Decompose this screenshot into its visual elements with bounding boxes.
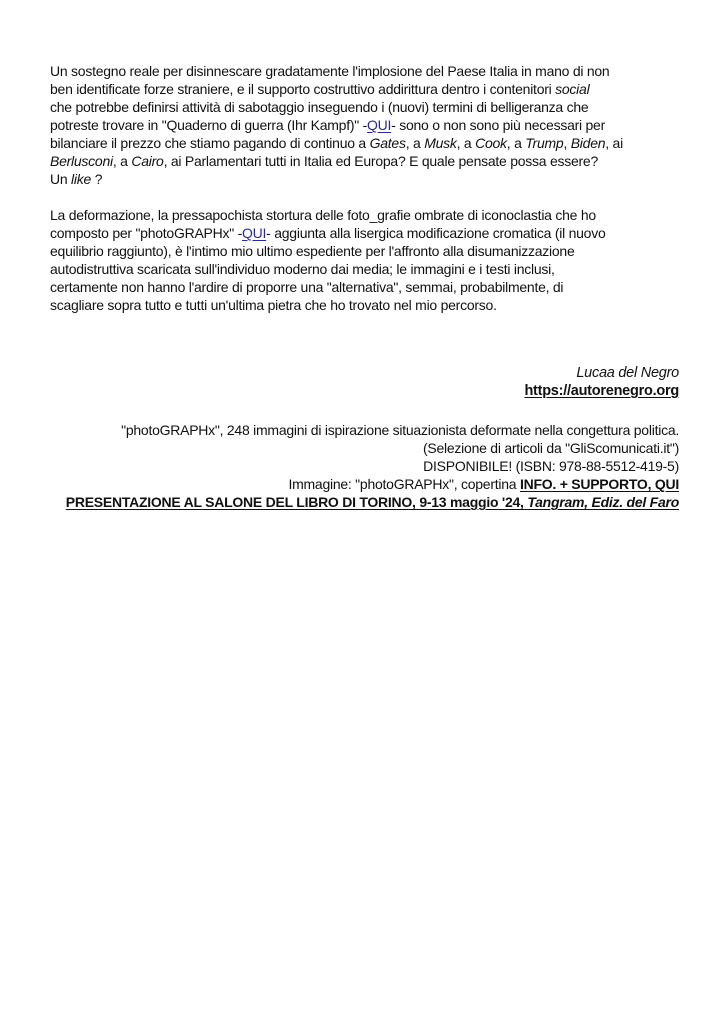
text-run: , ai [605,135,623,151]
text-run: Un [50,171,72,187]
qui-link-quaderno[interactable]: QUI [367,117,392,133]
text-run: Cairo [131,153,164,169]
text-run: certamente non hanno l'ardire di proporre una "alternativa", semmai, probabilmente, di [50,279,564,295]
text-run: DISPONIBILE! (ISBN: 978-88-5512-419-5) [423,458,679,474]
text-run: - aggiunta alla lisergica modificazione cromatica (il nuovo [266,225,606,241]
text-run: ben identificate forze straniere, e il supporto costruttivo addirittura dentro i contenitori [50,81,556,97]
text-run: Gates [369,135,406,151]
text-run: , ai Parlamentari tutti in Italia ed Europa? E quale pensate possa essere? [163,153,599,169]
text-run: equilibrio raggiunto), è l'intimo mio ultimo espediente per l'affronto alla disumanizzazione [50,243,575,259]
text-run: - sono o non sono più necessari per [391,117,606,133]
text-run: Berlusconi [50,153,113,169]
text-run: Biden [570,135,606,151]
text-run: ? [91,171,103,187]
qui-link-photographx[interactable]: QUI [242,225,267,241]
text-run: Musk [424,135,457,151]
text-run: social [555,81,590,97]
info-supporto-link[interactable]: INFO. + SUPPORTO, QUI [519,476,679,492]
document-content [50,62,679,511]
footer-credits [50,421,679,511]
text-run: Immagine: "photoGRAPHx", copertina [288,476,520,492]
text-run: bilanciare il prezzo che stiamo pagando di continuo a [50,135,370,151]
text-run: La deformazione, la pressapochista stortura delle foto_grafie ombrate di iconoclastia che ho [50,207,596,223]
text-run: scagliare sopra tutto e tutti un'ultima pietra che ho trovato nel mio percorso. [50,297,497,313]
text-run: , a [405,135,425,151]
text-run: like [71,171,92,187]
text-run: , [563,135,571,151]
text-run: Un sostegno reale per disinnescare gradatamente l'implosione del Paese Italia in mano di non [50,63,610,79]
presentazione-publisher-link[interactable]: Tangram, Ediz. del Faro [527,494,679,510]
text-run: , a [112,153,132,169]
text-run: che potrebbe definirsi attività di sabotaggio inseguendo i (nuovi) termini di belligeranza che [50,99,589,115]
text-run: Trump [525,135,564,151]
text-run: Cook [475,135,507,151]
text-run: potreste trovare in "Quaderno di guerra (Ihr Kampf)" - [50,117,368,133]
paragraph-1 [50,62,679,188]
website-link[interactable]: https://autorenegro.org [524,383,679,399]
paragraph-2 [50,206,679,314]
presentazione-salone-link[interactable]: PRESENTAZIONE AL SALONE DEL LIBRO DI TORINO, 9-13 maggio '24, [65,494,528,510]
signature-block [50,364,679,400]
text-run: composto per "photoGRAPHx" - [50,225,243,241]
text-run: "photoGRAPHx", 248 immagini di ispirazione situazionista deformate nella congettura politica. [121,422,679,438]
text-run: autodistruttiva scaricata sull'individuo moderno dai media; le immagini e i testi inclusi, [50,261,555,277]
text-run: , a [456,135,476,151]
text-run: (Selezione di articoli da "GliScomunicati.it") [423,440,679,456]
text-run: , a [506,135,526,151]
author-name: Lucaa del Negro [576,365,679,381]
